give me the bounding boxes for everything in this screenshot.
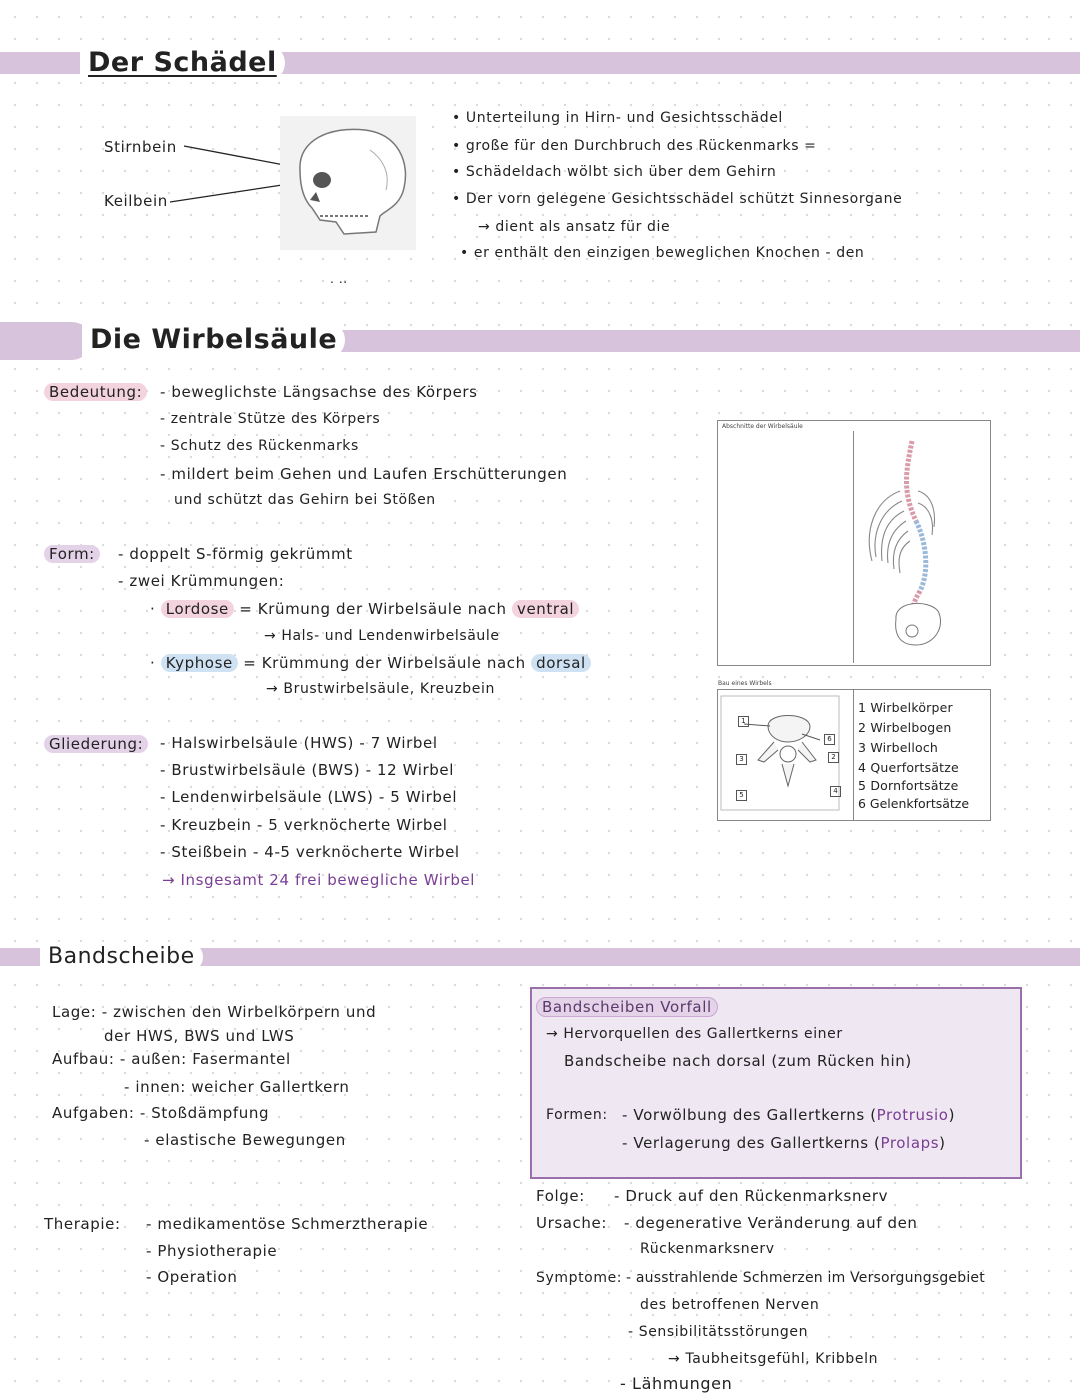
bedeutung-item-1: - beweglichste Längsachse des Körpers xyxy=(160,383,478,401)
form-line-1: - doppelt S-förmig gekrümmt xyxy=(118,545,353,563)
kyphose-term: Kyphose xyxy=(161,654,238,672)
skull-point-5: → dient als ansatz für die xyxy=(478,219,671,235)
lordose-sub: → Hals- und Lendenwirbelsäule xyxy=(264,628,500,644)
vertebra-legend-4: 4 Querfortsätze xyxy=(858,760,959,775)
vorfall-def-2: Bandscheibe nach dorsal (zum Rücken hin) xyxy=(564,1052,912,1070)
symptome-line-4: → Taubheitsgefühl, Kribbeln xyxy=(668,1351,879,1367)
folge-label: Folge: xyxy=(536,1187,585,1205)
vorfall-title: Bandscheiben Vorfall xyxy=(536,998,718,1016)
aufgaben-line-1: Aufgaben: - Stoßdämpfung xyxy=(52,1104,270,1122)
spine-title: Die Wirbelsäule xyxy=(82,321,345,359)
gliederung-item-1: - Halswirbelsäule (HWS) - 7 Wirbel xyxy=(160,734,438,752)
lage-line-1: Lage: - zwischen den Wirbelkörpern und xyxy=(52,1003,377,1021)
label-keilbein: Keilbein xyxy=(104,192,168,210)
prolaps-term: Prolaps xyxy=(880,1134,940,1152)
section-band-spine-left xyxy=(0,322,90,360)
aufgaben-line-2: - elastische Bewegungen xyxy=(144,1131,346,1149)
vertebra-caption: Bau eines Wirbels xyxy=(718,680,772,687)
therapie-item-1: - medikamentöse Schmerztherapie xyxy=(146,1215,429,1233)
ursache-label: Ursache: xyxy=(536,1214,607,1232)
marker-2: 2 xyxy=(828,752,839,763)
spine-sections-caption: Abschnitte der Wirbelsäule xyxy=(722,423,803,430)
skull-title: Der Schädel xyxy=(80,44,285,82)
protrusio-term: Protrusio xyxy=(876,1106,949,1124)
gliederung-label: Gliederung: xyxy=(44,735,148,753)
symptome-line-2: des betroffenen Nerven xyxy=(640,1297,820,1313)
marker-6: 6 xyxy=(824,734,835,745)
vertebra-legend-1: 1 Wirbelkörper xyxy=(858,700,953,715)
gliederung-item-2: - Brustwirbelsäule (BWS) - 12 Wirbel xyxy=(160,761,455,779)
gliederung-item-5: - Steißbein - 4-5 verknöcherte Wirbel xyxy=(160,843,460,861)
form-label: Form: xyxy=(44,545,100,563)
skull-point-3: • Schädeldach wölbt sich über dem Gehirn xyxy=(452,164,777,180)
lordose-line: · Lordose = Krümung der Wirbelsäule nach ventral xyxy=(150,600,579,618)
vorfall-def-1: → Hervorquellen des Gallertkerns einer xyxy=(546,1026,843,1042)
vertebra-legend-6: 6 Gelenkfortsätze xyxy=(858,796,970,811)
therapie-item-2: - Physiotherapie xyxy=(146,1242,278,1260)
lage-line-2: der HWS, BWS und LWS xyxy=(104,1027,295,1045)
gliederung-item-4: - Kreuzbein - 5 verknöcherte Wirbel xyxy=(160,816,448,834)
label-stirnbein: Stirnbein xyxy=(104,138,177,156)
skull-point-1: • Unterteilung in Hirn- und Gesichtsschädel xyxy=(452,110,783,126)
bedeutung-item-2: - zentrale Stütze des Körpers xyxy=(160,411,381,427)
skull-point-2: • große für den Durchbruch des Rückenmarks = xyxy=(452,138,817,154)
aufbau-line-1: Aufbau: - außen: Fasermantel xyxy=(52,1050,291,1068)
skull-dots: . .. xyxy=(330,272,348,286)
folge-text: - Druck auf den Rückenmarksnerv xyxy=(614,1187,889,1205)
marker-5: 5 xyxy=(736,790,747,801)
kyphose-line: · Kyphose = Krümmung der Wirbelsäule nach dorsal xyxy=(150,654,591,672)
therapie-item-3: - Operation xyxy=(146,1268,238,1286)
symptome-line-3: - Sensibilitätsstörungen xyxy=(628,1324,809,1340)
formen-item-1: - Vorwölbung des Gallertkerns (Protrusio) xyxy=(622,1106,956,1124)
formen-item-2: - Verlagerung des Gallertkerns (Prolaps) xyxy=(622,1134,946,1152)
kyphose-direction: dorsal xyxy=(531,654,591,672)
marker-4: 4 xyxy=(830,786,841,797)
symptome-line-5: - Lähmungen xyxy=(620,1374,733,1393)
lordose-term: Lordose xyxy=(161,600,234,618)
symptome-label: Symptome: xyxy=(536,1270,623,1286)
bedeutung-item-3: - Schutz des Rückenmarks xyxy=(160,438,359,454)
vertebra-legend-5: 5 Dornfortsätze xyxy=(858,778,959,793)
skull-point-4: • Der vorn gelegene Gesichtsschädel schützt Sinnesorgane xyxy=(452,191,903,207)
skull-figure xyxy=(170,110,430,255)
marker-1: 1 xyxy=(738,716,749,727)
bedeutung-item-5: und schützt das Gehirn bei Stößen xyxy=(174,492,436,508)
skull-point-6: • er enthält den einzigen beweglichen Knochen - den xyxy=(460,245,865,261)
disc-title: Bandscheibe xyxy=(40,942,203,972)
marker-3: 3 xyxy=(736,754,747,765)
vertebra-legend-2: 2 Wirbelbogen xyxy=(858,720,952,735)
kyphose-sub: → Brustwirbelsäule, Kreuzbein xyxy=(266,681,495,697)
bedeutung-item-4: - mildert beim Gehen und Laufen Erschütterungen xyxy=(160,465,568,483)
vertebra-legend-3: 3 Wirbelloch xyxy=(858,740,939,755)
gliederung-item-3: - Lendenwirbelsäule (LWS) - 5 Wirbel xyxy=(160,788,458,806)
ursache-line-1: - degenerative Veränderung auf den xyxy=(624,1214,918,1232)
form-line-2: - zwei Krümmungen: xyxy=(118,572,285,590)
spine-sections-figure xyxy=(717,420,991,666)
ursache-line-2: Rückenmarksnerv xyxy=(640,1241,775,1257)
therapie-label: Therapie: xyxy=(44,1215,121,1233)
bedeutung-label: Bedeutung: xyxy=(44,383,147,401)
symptome-line-1: - ausstrahlende Schmerzen im Versorgungsgebiet xyxy=(626,1270,985,1286)
formen-label: Formen: xyxy=(546,1107,608,1123)
arrow-icon: → xyxy=(478,219,491,235)
gliederung-summary: → Insgesamt 24 frei bewegliche Wirbel xyxy=(162,871,476,889)
aufbau-line-2: - innen: weicher Gallertkern xyxy=(124,1078,350,1096)
lordose-direction: ventral xyxy=(512,600,579,618)
